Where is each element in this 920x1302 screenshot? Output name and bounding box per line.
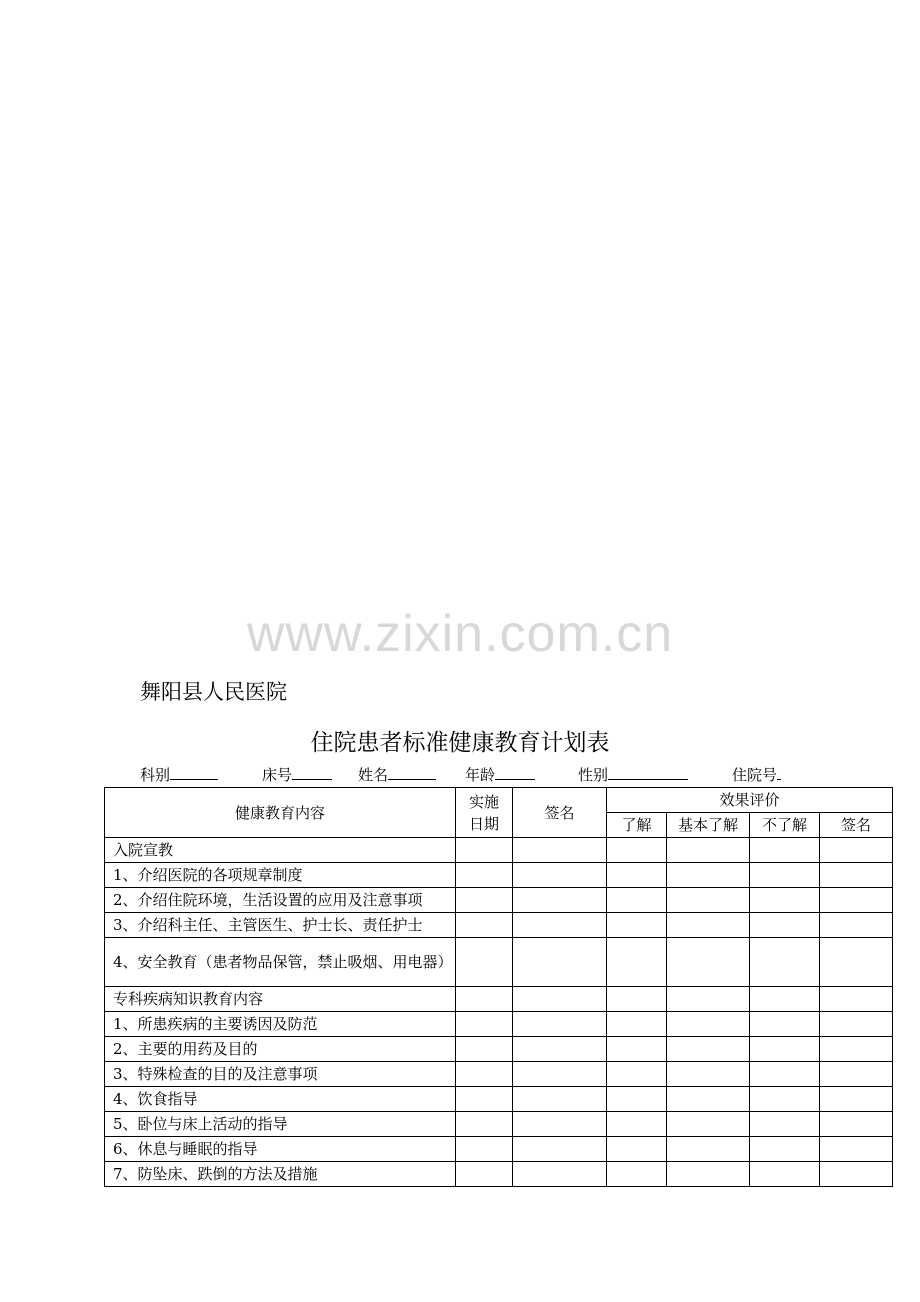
header-date [456, 788, 513, 838]
table-row [105, 888, 893, 913]
header-content: 健康教育内容 [105, 788, 456, 838]
bed-no-blank[interactable] [292, 764, 332, 780]
table-row [105, 863, 893, 888]
eval-not-cell[interactable] [750, 1162, 820, 1187]
eval-mostly-cell[interactable] [667, 863, 750, 888]
bed-no-label: 床号 [262, 766, 293, 784]
signature-cell[interactable] [513, 1162, 607, 1187]
eval-understand-cell[interactable] [607, 888, 667, 913]
table-row [105, 1087, 893, 1112]
row-content: 1、介绍医院的各项规章制度 [105, 863, 456, 888]
eval-signature-cell[interactable] [820, 888, 893, 913]
eval-not-cell[interactable] [750, 987, 820, 1012]
eval-signature-cell[interactable] [820, 913, 893, 938]
signature-cell[interactable] [513, 888, 607, 913]
name-blank[interactable] [388, 764, 436, 780]
eval-mostly-cell[interactable] [667, 938, 750, 987]
eval-mostly-cell[interactable] [667, 1137, 750, 1162]
table-row [105, 938, 893, 987]
date-cell[interactable] [456, 888, 513, 913]
signature-cell[interactable] [513, 863, 607, 888]
signature-cell[interactable] [513, 1012, 607, 1037]
eval-understand-cell[interactable] [607, 1112, 667, 1137]
eval-understand-cell[interactable] [607, 1137, 667, 1162]
date-cell[interactable] [456, 913, 513, 938]
watermark: www.zixin.com.cn [246, 605, 674, 663]
header-date-line1: 实施 [468, 792, 499, 811]
table-row [105, 1037, 893, 1062]
eval-mostly-cell[interactable] [667, 1012, 750, 1037]
name-label: 姓名 [358, 766, 389, 784]
eval-not-cell[interactable] [750, 888, 820, 913]
row-content: 1、所患疾病的主要诱因及防范 [105, 1012, 456, 1037]
date-cell[interactable] [456, 1012, 513, 1037]
age-field [465, 764, 535, 785]
eval-mostly-cell[interactable] [667, 1112, 750, 1137]
row-content: 6、休息与睡眠的指导 [105, 1137, 456, 1162]
table-row [105, 1062, 893, 1087]
eval-understand-cell[interactable] [607, 913, 667, 938]
gender-blank[interactable] [608, 764, 688, 780]
table-row [105, 1012, 893, 1037]
eval-understand-cell[interactable] [607, 1162, 667, 1187]
admission-no-blank[interactable] [777, 764, 781, 780]
signature-cell[interactable] [513, 1137, 607, 1162]
header-date-line2: 日期 [468, 814, 499, 833]
bed-no-field [262, 764, 332, 785]
row-content: 2、主要的用药及目的 [105, 1037, 456, 1062]
eval-mostly-cell[interactable] [667, 1062, 750, 1087]
eval-understand-cell[interactable] [607, 1012, 667, 1037]
department-field [140, 764, 218, 785]
eval-not-cell[interactable] [750, 838, 820, 863]
age-blank[interactable] [495, 764, 535, 780]
signature-cell[interactable] [513, 913, 607, 938]
eval-not-cell[interactable] [750, 1112, 820, 1137]
row-content: 4、饮食指导 [105, 1087, 456, 1112]
age-label: 年龄 [465, 766, 496, 784]
signature-cell[interactable] [513, 1087, 607, 1112]
header-eval-mostly: 基本了解 [667, 813, 750, 838]
row-content: 入院宣教 [105, 838, 456, 863]
row-content: 2、介绍住院环境，生活设置的应用及注意事项 [105, 888, 456, 913]
eval-understand-cell[interactable] [607, 1062, 667, 1087]
signature-cell[interactable] [513, 987, 607, 1012]
date-cell[interactable] [456, 938, 513, 987]
gender-label: 性别 [578, 766, 609, 784]
signature-cell[interactable] [513, 1062, 607, 1087]
eval-signature-cell[interactable] [820, 938, 893, 987]
eval-signature-cell[interactable] [820, 1037, 893, 1062]
eval-not-cell[interactable] [750, 1012, 820, 1037]
department-blank[interactable] [170, 764, 218, 780]
gender-field [578, 764, 688, 785]
date-cell[interactable] [456, 1162, 513, 1187]
eval-mostly-cell[interactable] [667, 1087, 750, 1112]
eval-signature-cell[interactable] [820, 1162, 893, 1187]
row-content: 专科疾病知识教育内容 [105, 987, 456, 1012]
eval-not-cell[interactable] [750, 938, 820, 987]
header-eval-signature: 签名 [820, 813, 893, 838]
eval-not-cell[interactable] [750, 1087, 820, 1112]
eval-not-cell[interactable] [750, 1137, 820, 1162]
eval-mostly-cell[interactable] [667, 1162, 750, 1187]
date-cell[interactable] [456, 1062, 513, 1087]
table-row [105, 838, 893, 863]
row-content: 5、卧位与床上活动的指导 [105, 1112, 456, 1137]
name-field [358, 764, 436, 785]
date-cell[interactable] [456, 838, 513, 863]
table-row [105, 987, 893, 1012]
education-plan-table [104, 787, 893, 1187]
row-content: 4、安全教育（患者物品保管，禁止吸烟、用电器） [105, 938, 456, 987]
eval-mostly-cell[interactable] [667, 888, 750, 913]
eval-not-cell[interactable] [750, 913, 820, 938]
date-cell[interactable] [456, 863, 513, 888]
eval-mostly-cell[interactable] [667, 987, 750, 1012]
signature-cell[interactable] [513, 1112, 607, 1137]
table-row [105, 1112, 893, 1137]
admission-no-label: 住院号 [732, 766, 778, 784]
table-row [105, 1137, 893, 1162]
header-signature: 签名 [513, 788, 607, 838]
eval-understand-cell[interactable] [607, 987, 667, 1012]
eval-understand-cell[interactable] [607, 863, 667, 888]
eval-mostly-cell[interactable] [667, 838, 750, 863]
eval-signature-cell[interactable] [820, 987, 893, 1012]
date-cell[interactable] [456, 1137, 513, 1162]
admission-no-field [732, 764, 781, 785]
header-evaluation: 效果评价 [607, 788, 893, 813]
eval-signature-cell[interactable] [820, 1062, 893, 1087]
eval-signature-cell[interactable] [820, 1137, 893, 1162]
header-eval-understand: 了解 [607, 813, 667, 838]
date-cell[interactable] [456, 1087, 513, 1112]
department-label: 科别 [140, 766, 171, 784]
table-row [105, 1162, 893, 1187]
date-cell[interactable] [456, 1112, 513, 1137]
eval-understand-cell[interactable] [607, 1087, 667, 1112]
date-cell[interactable] [456, 987, 513, 1012]
form-title: 住院患者标准健康教育计划表 [310, 730, 610, 756]
eval-signature-cell[interactable] [820, 863, 893, 888]
signature-cell[interactable] [513, 1037, 607, 1062]
eval-mostly-cell[interactable] [667, 913, 750, 938]
header-eval-not: 不了解 [750, 813, 820, 838]
eval-mostly-cell[interactable] [667, 1037, 750, 1062]
hospital-name: 舞阳县人民医院 [140, 680, 287, 704]
signature-cell[interactable] [513, 938, 607, 987]
eval-signature-cell[interactable] [820, 1112, 893, 1137]
row-content: 3、特殊检查的目的及注意事项 [105, 1062, 456, 1087]
eval-understand-cell[interactable] [607, 1037, 667, 1062]
table-row [105, 913, 893, 938]
eval-signature-cell[interactable] [820, 1087, 893, 1112]
eval-signature-cell[interactable] [820, 838, 893, 863]
eval-understand-cell[interactable] [607, 838, 667, 863]
date-cell[interactable] [456, 1037, 513, 1062]
row-content: 7、防坠床、跌倒的方法及措施 [105, 1162, 456, 1187]
eval-signature-cell[interactable] [820, 1012, 893, 1037]
header-row-1 [105, 788, 893, 813]
signature-cell[interactable] [513, 838, 607, 863]
eval-not-cell[interactable] [750, 863, 820, 888]
row-content: 3、介绍科主任、主管医生、护士长、责任护士 [105, 913, 456, 938]
eval-not-cell[interactable] [750, 1062, 820, 1087]
eval-understand-cell[interactable] [607, 938, 667, 987]
eval-not-cell[interactable] [750, 1037, 820, 1062]
